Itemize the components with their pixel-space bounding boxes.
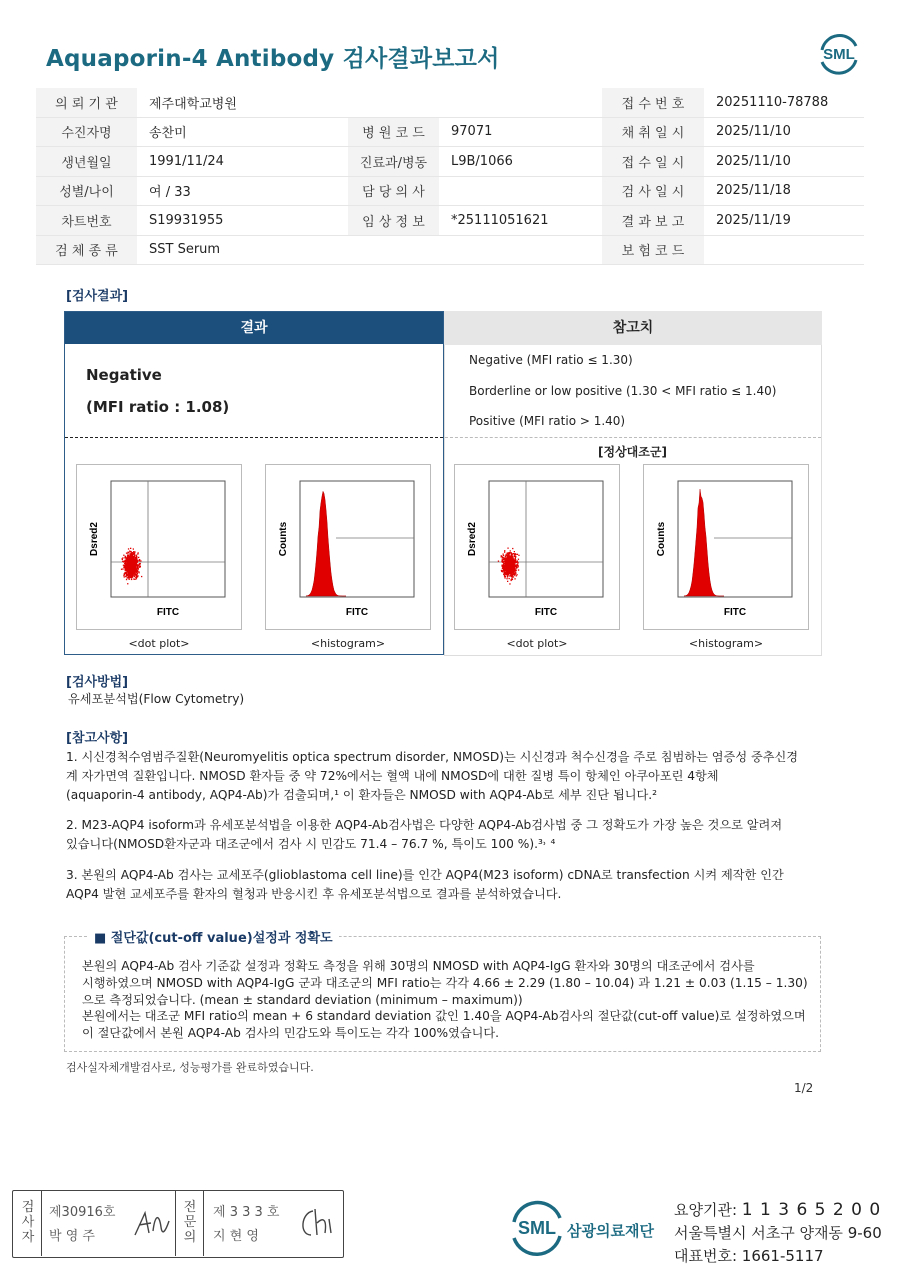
dot-point	[126, 573, 127, 574]
dot-point	[505, 556, 506, 557]
dot-point	[509, 583, 510, 584]
info-value: 제주대학교병원	[137, 88, 348, 117]
dot-point	[503, 559, 504, 560]
info-label: 생년월일	[36, 147, 137, 177]
dot-point	[509, 560, 510, 561]
dot-point	[123, 565, 124, 566]
dot-point	[136, 559, 137, 560]
dot-point	[127, 574, 128, 575]
dot-point	[504, 569, 505, 570]
footer-code: 요양기관: 1 1 3 6 5 2 0 0	[674, 1200, 882, 1220]
sig-right-signature	[295, 1205, 339, 1241]
plot-xlabel: FITC	[156, 607, 180, 618]
dot-point	[506, 567, 507, 568]
note-2-line-1: 2. M23-AQP4 isoform과 유세포분석법을 이용한 AQP4-Ab검사법은 다양한 AQP4-Ab검사법 중 그 정확도가 가장 높은 것으로 알려져	[66, 818, 783, 832]
dot-point	[506, 578, 507, 579]
dot-point	[129, 569, 130, 570]
info-value: *25111051621	[439, 206, 602, 236]
method-section-title: [검사방법]	[66, 675, 129, 690]
dot-point	[127, 552, 128, 553]
info-value: 1991/11/24	[137, 147, 348, 177]
dot-point	[512, 567, 513, 568]
dot-point	[127, 583, 128, 584]
info-value: 2025/11/10	[704, 147, 864, 177]
dot-point	[123, 561, 124, 562]
dot-point	[513, 553, 514, 554]
patient-hist-caption: <histogram>	[310, 637, 386, 650]
patient-histogram	[265, 464, 431, 630]
dot-point	[133, 551, 134, 552]
note-1-line-3: (aquaporin-4 antibody, AQP4-Ab)가 검출되며,¹ 이 환자들은 NMOSD with AQP4-Ab로 세부 진단 됩니다.²	[66, 788, 658, 802]
info-label: 접 수 일 시	[602, 147, 704, 177]
dot-point	[502, 558, 503, 559]
dot-point	[503, 554, 504, 555]
report-title: Aquaporin-4 Antibody 검사결과보고서	[46, 46, 500, 72]
dot-point	[506, 571, 507, 572]
dot-point	[512, 564, 513, 565]
dot-point	[133, 559, 134, 560]
plot-frame	[489, 481, 603, 597]
dot-point	[511, 554, 512, 555]
dot-point	[126, 553, 127, 554]
plot-ylabel: Dsred2	[467, 522, 478, 556]
dot-point	[511, 562, 512, 563]
dot-point	[131, 560, 132, 561]
dot-point	[127, 562, 128, 563]
dot-point	[129, 579, 130, 580]
info-label	[348, 235, 439, 265]
sig-left-signature	[131, 1207, 175, 1241]
dot-point	[125, 561, 126, 562]
sig-left-label: 검 사 자	[21, 1200, 35, 1245]
dot-point	[130, 558, 131, 559]
plot-xlabel: FITC	[534, 607, 558, 618]
dot-point	[134, 569, 135, 570]
dot-point	[509, 572, 510, 573]
dot-point	[515, 557, 516, 558]
info-value: 2025/11/10	[704, 117, 864, 147]
dot-point	[510, 571, 511, 572]
cutoff-line-4: 본원에서는 대조군 MFI ratio의 mean + 6 standard deviation 값인 1.40을 AQP4-Ab검사의 절단값(cut-off value)로 설정하였으며	[82, 1009, 806, 1023]
dot-point	[510, 552, 511, 553]
info-row	[36, 206, 864, 236]
control-label: [정상대조군]	[598, 445, 667, 459]
dot-point	[123, 555, 124, 556]
cutoff-line-2: 시행하였으며 NMOSD with AQP4-IgG 군과 대조군의 MFI ratio는 각각 4.66 ± 2.29 (1.80 – 10.04) 과 1.21 ± 0.03 (1.15 – 1.30)	[82, 976, 808, 990]
dot-point	[128, 548, 129, 549]
dot-point	[514, 578, 515, 579]
dot-point	[124, 574, 125, 575]
dot-point	[136, 555, 137, 556]
dot-point	[513, 572, 514, 573]
dot-point	[504, 577, 505, 578]
dot-point	[507, 581, 508, 582]
sig-left-name: 박 영 주	[49, 1229, 95, 1244]
patient-info-table	[36, 88, 864, 265]
dot-point	[128, 577, 129, 578]
dot-point	[134, 562, 135, 563]
dot-point	[131, 566, 132, 567]
dot-point	[127, 557, 128, 558]
dot-point	[131, 555, 132, 556]
dot-point	[513, 559, 514, 560]
info-label: 성별/나이	[36, 176, 137, 206]
dot-point	[514, 575, 515, 576]
cutoff-line-5: 이 절단값에서 본원 AQP4-Ab 검사의 민감도와 특이도는 각각 100%였습니다.	[82, 1026, 500, 1040]
dot-point	[502, 567, 503, 568]
info-value: 20251110-78788	[704, 88, 864, 117]
dot-point	[133, 552, 134, 553]
info-value: SST Serum	[137, 235, 348, 265]
info-label: 임 상 정 보	[348, 206, 439, 236]
dot-point	[130, 553, 131, 554]
dot-point	[128, 563, 129, 564]
dot-point	[507, 553, 508, 554]
dot-point	[517, 554, 518, 555]
info-label: 검 사 일 시	[602, 176, 704, 206]
dot-point	[506, 555, 507, 556]
dot-point	[513, 561, 514, 562]
sig-right-label: 전 문 의	[183, 1200, 197, 1245]
dot-point	[128, 560, 129, 561]
dot-point	[512, 548, 513, 549]
control-dot-caption: <dot plot>	[506, 637, 568, 650]
note-1-line-1: 1. 시신경척수염범주질환(Neuromyelitis optica spectrum disorder, NMOSD)는 시신경과 척수신경을 주로 침범하는 염증성 중추신경	[66, 750, 799, 764]
dot-point	[127, 568, 128, 569]
result-mfi: (MFI ratio : 1.08)	[86, 398, 230, 416]
dot-point	[134, 579, 135, 580]
info-value: 송찬미	[137, 117, 348, 147]
dot-point	[128, 565, 129, 566]
sig-left-number: 제30916호	[49, 1205, 116, 1220]
dot-point	[516, 575, 517, 576]
dot-point	[514, 560, 515, 561]
dot-point	[514, 555, 515, 556]
footer-address: 서울특별시 서초구 양재동 9-60	[674, 1224, 882, 1242]
dot-point	[130, 562, 131, 563]
plot-frame	[111, 481, 225, 597]
info-label: 채 취 일 시	[602, 117, 704, 147]
dot-point	[121, 569, 122, 570]
dot-point	[512, 574, 513, 575]
dot-point	[508, 557, 509, 558]
info-row	[36, 147, 864, 177]
dot-point	[512, 571, 513, 572]
info-label: 접 수 번 호	[602, 88, 704, 117]
dot-point	[122, 557, 123, 558]
dot-point	[122, 559, 123, 560]
dot-point	[129, 574, 130, 575]
dot-point	[501, 570, 502, 571]
dot-point	[514, 567, 515, 568]
dot-point	[127, 558, 128, 559]
svg-text:SML: SML	[823, 46, 855, 63]
dot-point	[136, 574, 137, 575]
dot-point	[128, 569, 129, 570]
dot-point	[130, 577, 131, 578]
dot-point	[136, 557, 137, 558]
dot-point	[518, 555, 519, 556]
info-row	[36, 176, 864, 206]
dot-point	[131, 572, 132, 573]
info-row	[36, 117, 864, 147]
dot-point	[511, 568, 512, 569]
info-row	[36, 235, 864, 265]
dot-point	[504, 560, 505, 561]
dot-point	[133, 548, 134, 549]
dot-point	[131, 579, 132, 580]
dot-point	[131, 552, 132, 553]
dot-point	[133, 578, 134, 579]
sml-footer-logo	[506, 1196, 568, 1258]
dot-point	[511, 578, 512, 579]
info-value	[439, 88, 602, 117]
footer-phone: 대표번호: 1661-5117	[674, 1247, 824, 1265]
dot-point	[504, 574, 505, 575]
reference-header: 참고치	[444, 311, 822, 345]
info-label: 진료과/병동	[348, 147, 439, 177]
note-1-line-2: 계 자가면역 질환입니다. NMOSD 환자들 중 약 72%에서는 혈액 내에 NMOSD에 대한 질병 특이 항체인 아쿠아포린 4항체	[66, 769, 719, 783]
sig-right-number: 제 3 3 3 호	[213, 1205, 280, 1220]
info-value: S19931955	[137, 206, 348, 236]
dot-point	[131, 575, 132, 576]
info-label: 담 당 의 사	[348, 176, 439, 206]
info-value: 2025/11/18	[704, 176, 864, 206]
dot-point	[134, 561, 135, 562]
dot-point	[130, 548, 131, 549]
dot-point	[125, 565, 126, 566]
control-hist-caption: <histogram>	[688, 637, 764, 650]
dot-point	[128, 576, 129, 577]
dot-point	[128, 555, 129, 556]
note-3-line-2: AQP4 발현 교세포주를 환자의 혈청과 반응시킨 후 유세포분석법으로 결과를 분석하였습니다.	[66, 887, 562, 901]
dot-point	[133, 568, 134, 569]
dot-point	[504, 572, 505, 573]
dot-point	[125, 572, 126, 573]
dot-point	[126, 565, 127, 566]
dot-point	[506, 570, 507, 571]
dot-point	[501, 555, 502, 556]
patient-dot-plot	[76, 464, 242, 630]
dot-point	[504, 550, 505, 551]
dot-point	[509, 558, 510, 559]
histogram-area	[306, 491, 346, 596]
dot-point	[510, 550, 511, 551]
dot-point	[122, 568, 123, 569]
dot-point	[137, 576, 138, 577]
dot-point	[140, 566, 141, 567]
dot-point	[503, 555, 504, 556]
validation-note: 검사실자체개발검사로, 성능평가를 완료하였습니다.	[66, 1061, 314, 1074]
dot-point	[511, 580, 512, 581]
dot-point	[136, 572, 137, 573]
dot-point	[506, 560, 507, 561]
dot-point	[138, 572, 139, 573]
plot-ylabel: Counts	[656, 521, 667, 557]
notes-section-title: [참고사항]	[66, 731, 129, 746]
dot-point	[134, 575, 135, 576]
dot-point	[517, 564, 518, 565]
dot-point	[509, 578, 510, 579]
dot-point	[514, 551, 515, 552]
info-label: 보 험 코 드	[602, 235, 704, 265]
dot-point	[504, 567, 505, 568]
dot-point	[507, 573, 508, 574]
dot-point	[127, 577, 128, 578]
dot-point	[135, 573, 136, 574]
footer-org: 삼광의료재단	[567, 1222, 654, 1240]
plot-ylabel: Dsred2	[89, 522, 100, 556]
reference-borderline: Borderline or low positive (1.30 < MFI ratio ≤ 1.40)	[469, 384, 777, 398]
dot-point	[512, 579, 513, 580]
dot-point	[512, 556, 513, 557]
dot-point	[135, 571, 136, 572]
dot-point	[126, 567, 127, 568]
dot-point	[505, 558, 506, 559]
control-dot-plot	[454, 464, 620, 630]
dot-point	[515, 570, 516, 571]
dot-point	[514, 571, 515, 572]
note-2-line-2: 있습니다(NMOSD환자군과 대조군에서 검사 시 민감도 71.4 – 76.7 %, 특이도 100 %).³˒ ⁴	[66, 837, 556, 851]
dot-point	[504, 552, 505, 553]
dot-point	[515, 562, 516, 563]
dot-point	[134, 554, 135, 555]
cutoff-line-1: 본원의 AQP4-Ab 검사 기준값 설정과 정확도 측정을 위해 30명의 NMOSD with AQP4-IgG 환자와 30명의 대조군에서 검사를	[82, 959, 755, 973]
dot-point	[133, 557, 134, 558]
info-value	[439, 176, 602, 206]
info-label: 결 과 보 고	[602, 206, 704, 236]
dot-point	[127, 571, 128, 572]
dot-point	[131, 559, 132, 560]
info-label: 의 뢰 기 관	[36, 88, 137, 117]
dot-point	[139, 564, 140, 565]
result-divider	[65, 437, 443, 438]
result-header: 결과	[65, 312, 443, 344]
dot-point	[518, 559, 519, 560]
dot-point	[509, 571, 510, 572]
reference-negative: Negative (MFI ratio ≤ 1.30)	[469, 353, 633, 367]
dot-point	[137, 561, 138, 562]
dot-point	[124, 563, 125, 564]
dot-point	[517, 562, 518, 563]
dot-point	[516, 566, 517, 567]
sml-logo	[814, 28, 864, 78]
dot-point	[138, 557, 139, 558]
signature-block	[12, 1190, 344, 1258]
dot-point	[511, 576, 512, 577]
info-value	[704, 235, 864, 265]
dot-point	[498, 561, 499, 562]
method-text: 유세포분석법(Flow Cytometry)	[68, 692, 245, 706]
dot-point	[507, 562, 508, 563]
info-label	[348, 88, 439, 117]
dot-point	[509, 552, 510, 553]
svg-text:SML: SML	[518, 1218, 556, 1238]
dot-point	[132, 563, 133, 564]
dot-point	[128, 561, 129, 562]
reference-divider	[445, 437, 821, 438]
dot-point	[139, 559, 140, 560]
dot-point	[509, 566, 510, 567]
dot-point	[509, 563, 510, 564]
dot-point	[507, 568, 508, 569]
dot-point	[514, 553, 515, 554]
dot-point	[125, 557, 126, 558]
dot-point	[133, 565, 134, 566]
info-label: 차트번호	[36, 206, 137, 236]
dot-point	[141, 576, 142, 577]
dot-point	[130, 566, 131, 567]
dot-point	[510, 569, 511, 570]
dot-point	[510, 564, 511, 565]
dot-point	[137, 553, 138, 554]
dot-point	[502, 560, 503, 561]
dot-point	[130, 575, 131, 576]
dot-point	[126, 579, 127, 580]
plot-xlabel: FITC	[723, 607, 747, 618]
info-value: 여 / 33	[137, 176, 348, 206]
info-value	[439, 235, 602, 265]
dot-point	[502, 561, 503, 562]
info-row	[36, 88, 864, 117]
dot-point	[137, 568, 138, 569]
plot-xlabel: FITC	[345, 607, 369, 618]
info-label: 수진자명	[36, 117, 137, 147]
dot-point	[510, 559, 511, 560]
result-value: Negative	[86, 366, 162, 384]
control-histogram	[643, 464, 809, 630]
dot-point	[140, 560, 141, 561]
dot-point	[506, 564, 507, 565]
dot-point	[514, 563, 515, 564]
dot-point	[518, 569, 519, 570]
patient-dot-caption: <dot plot>	[128, 637, 190, 650]
dot-point	[502, 565, 503, 566]
dot-point	[125, 576, 126, 577]
dot-point	[134, 551, 135, 552]
reference-positive: Positive (MFI ratio > 1.40)	[469, 414, 626, 428]
dot-point	[507, 548, 508, 549]
dot-point	[507, 576, 508, 577]
dot-point	[134, 563, 135, 564]
dot-point	[511, 573, 512, 574]
dot-point	[515, 558, 516, 559]
dot-point	[124, 576, 125, 577]
info-value: 2025/11/19	[704, 206, 864, 236]
cutoff-line-3: 으로 측정되었습니다. (mean ± standard deviation (minimum – maximum))	[82, 993, 523, 1007]
dot-point	[124, 569, 125, 570]
dot-point	[128, 566, 129, 567]
dot-point	[130, 567, 131, 568]
dot-point	[510, 557, 511, 558]
dot-point	[515, 565, 516, 566]
sig-right-name: 지 현 영	[213, 1229, 259, 1244]
dot-point	[509, 575, 510, 576]
info-value: 97071	[439, 117, 602, 147]
info-label: 검 체 종 류	[36, 235, 137, 265]
cutoff-title: ■ 절단값(cut-off value)설정과 정확도	[88, 927, 339, 946]
info-label: 병 원 코 드	[348, 117, 439, 147]
note-3-line-1: 3. 본원의 AQP4-Ab 검사는 교세포주(glioblastoma cell line)를 인간 AQP4(M23 isoform) cDNA로 transfection 시켜 제작한 인간	[66, 868, 784, 882]
histogram-area	[684, 489, 724, 596]
result-section-title: [검사결과]	[66, 289, 129, 304]
dot-point	[502, 557, 503, 558]
dot-point	[132, 554, 133, 555]
info-value: L9B/1066	[439, 147, 602, 177]
plot-ylabel: Counts	[278, 521, 289, 557]
page-number: 1/2	[794, 1081, 814, 1095]
